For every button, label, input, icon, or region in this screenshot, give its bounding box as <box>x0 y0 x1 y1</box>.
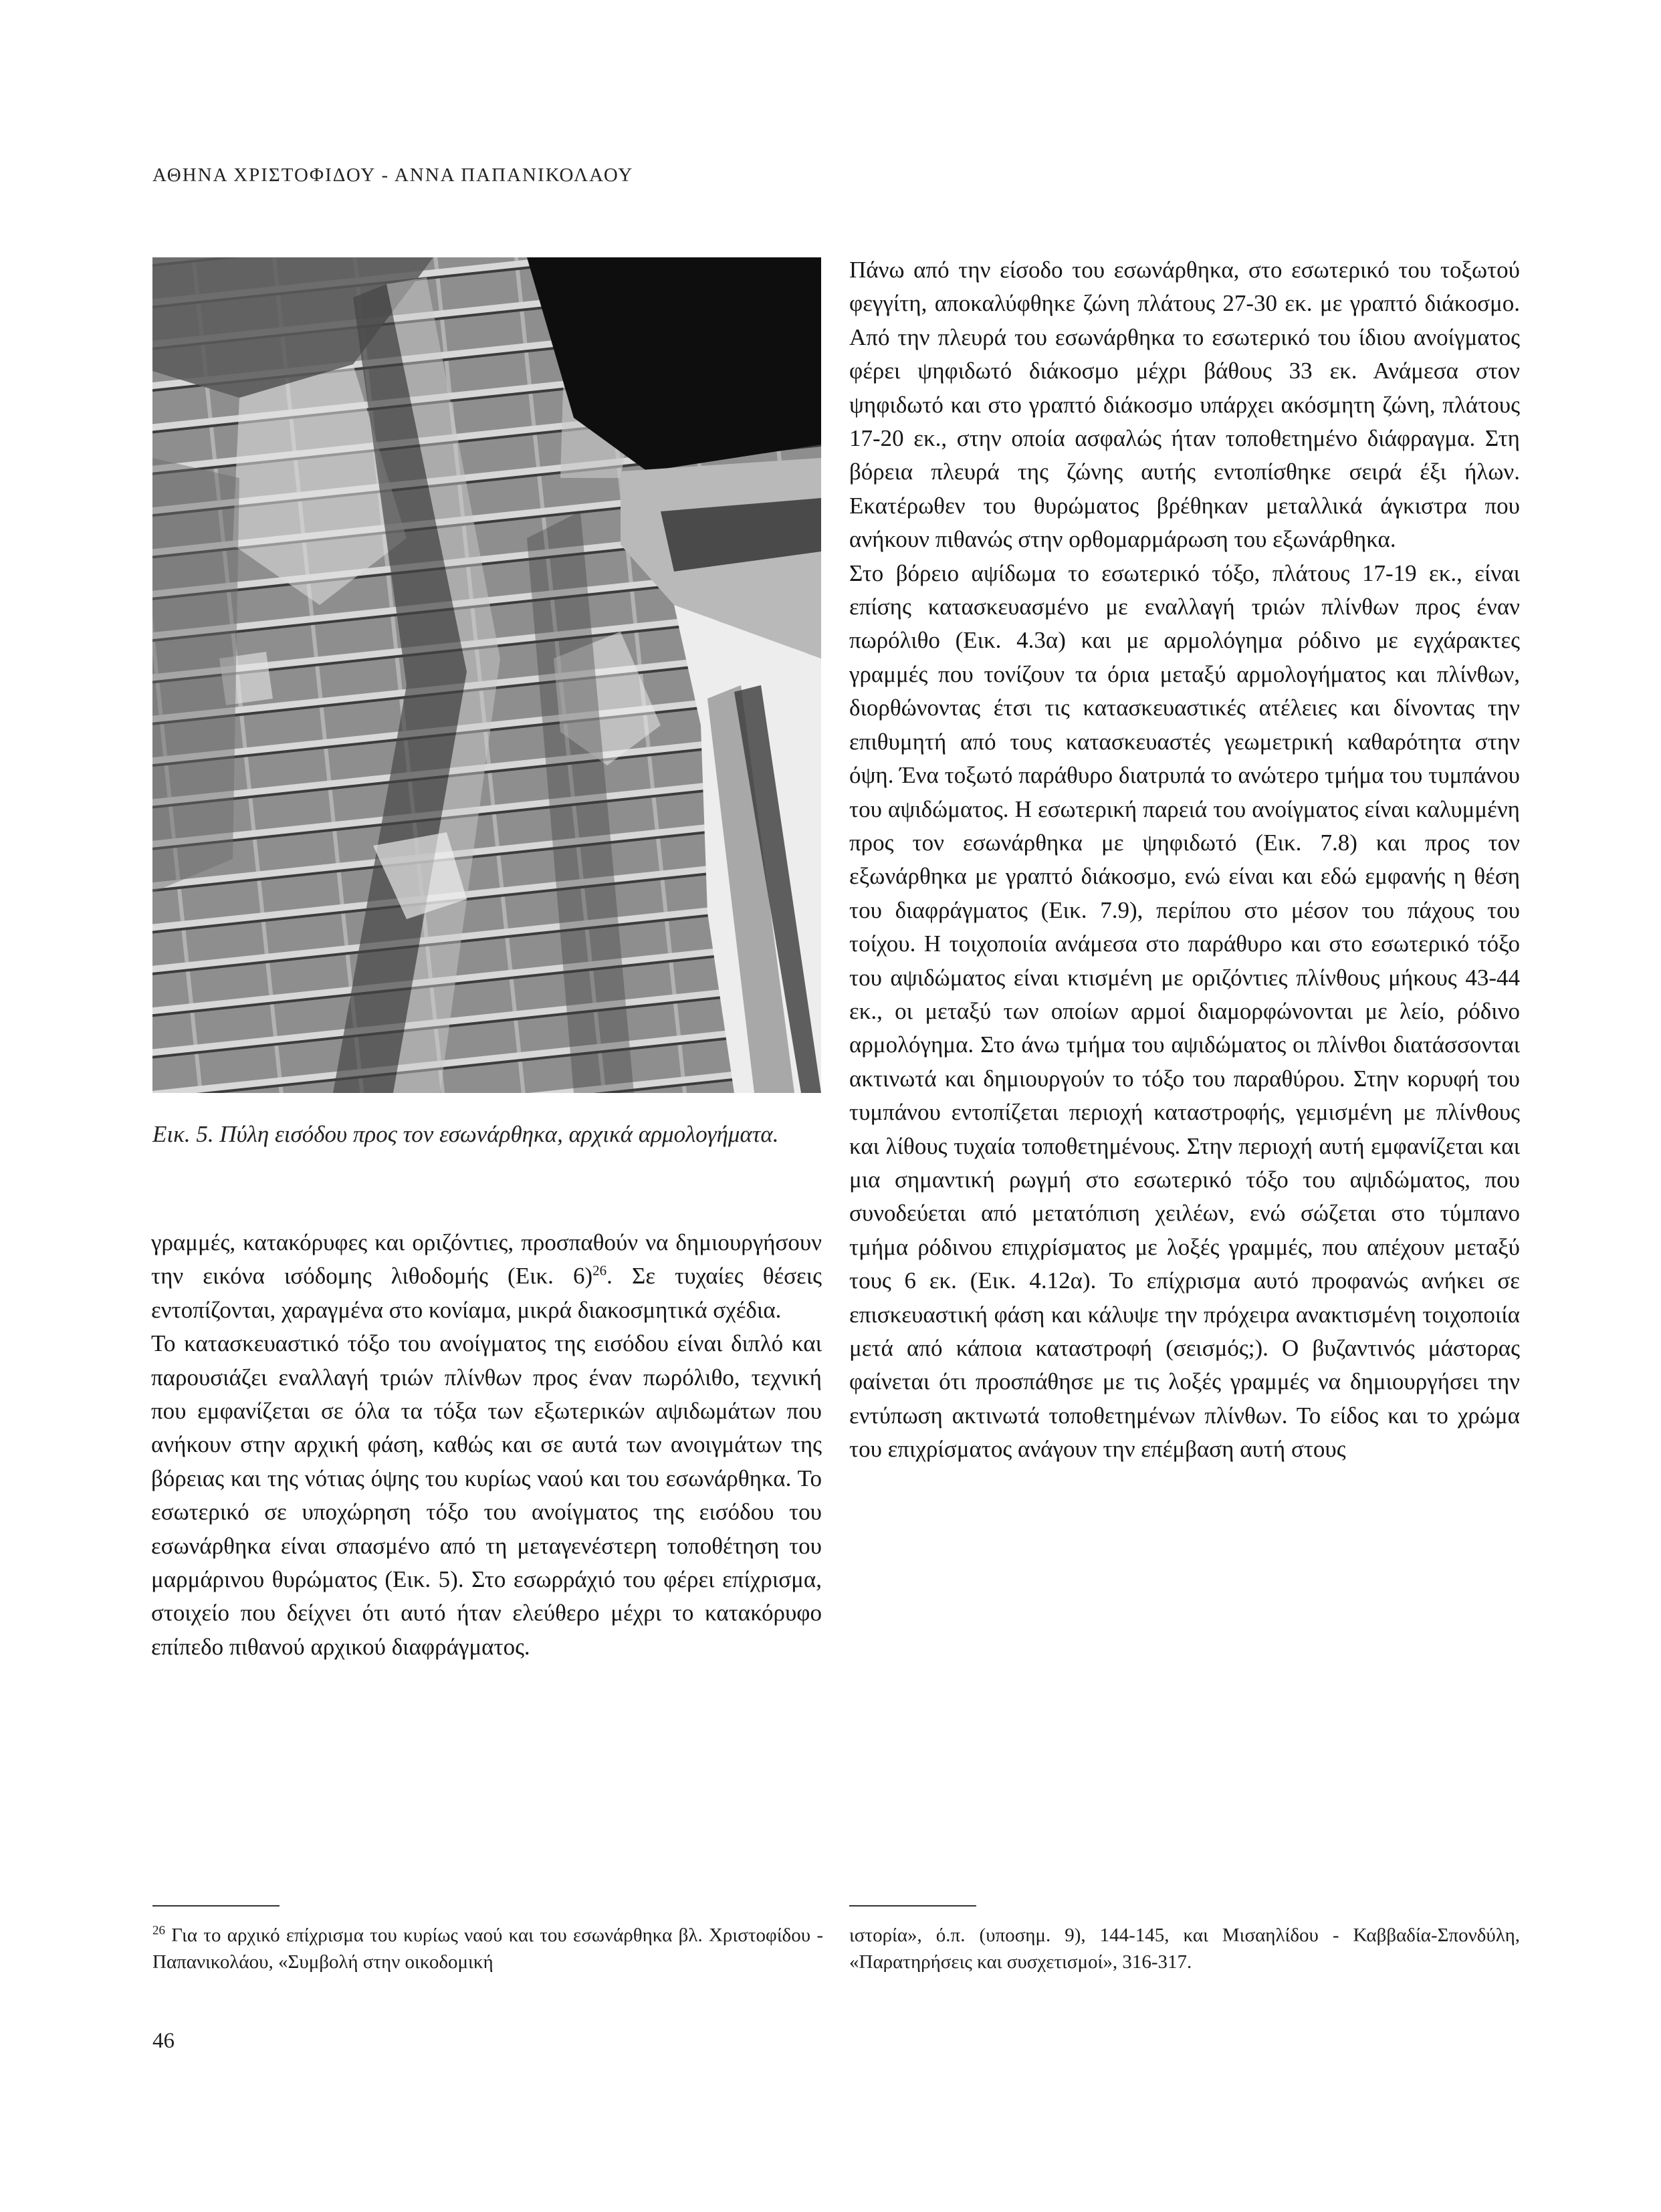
footnote-text: ιστορία», ό.π. (υποσημ. 9), 144-145, και Μισαηλίδου - Καββαδία-Σπονδύλη, «Παρατηρήσεις και συσχετισμοί», 316-317. <box>849 1925 1520 1973</box>
figure-photo <box>152 257 821 1093</box>
paragraph-text: γραμμές, κατακόρυφες και οριζόντιες, προσπαθούν να δημιουργήσουν την εικόνα ισόδομης λιθοδομής (Εικ. 6) <box>151 1229 822 1289</box>
running-head: ΑΘΗΝΑ ΧΡΙΣΤΟΦΙΔΟΥ - ΑΝΝΑ ΠΑΠΑΝΙΚΟΛΑΟΥ <box>152 164 634 186</box>
footnote-left <box>152 1922 823 1975</box>
wall-masonry-photo <box>152 257 821 1093</box>
footnote-ref: 26 <box>592 1262 607 1279</box>
figure-caption: Εικ. 5. Πύλη εισόδου προς τον εσωνάρθηκα, αρχικά αρμολογήματα. <box>152 1121 779 1147</box>
left-column <box>151 1226 822 1664</box>
paragraph <box>151 1226 822 1327</box>
right-column <box>849 253 1520 1467</box>
footnote-text: Για το αρχικό επίχρισμα του κυρίως ναού και του εσωνάρθηκα βλ. Χριστοφίδου - Παπανικολάου, «Συμβολή στην οικοδομική <box>152 1925 823 1973</box>
footnote-number: 26 <box>152 1923 165 1938</box>
page-number: 46 <box>152 2029 175 2053</box>
footnote-rule <box>849 1905 976 1907</box>
footnote-rule <box>152 1905 280 1907</box>
footnote-right <box>849 1922 1520 1975</box>
paragraph: Στο βόρειο αψίδωμα το εσωτερικό τόξο, πλάτους 17-19 εκ., είναι επίσης κατασκευασμένο με εναλλαγή τριών πλίνθων προς έναν πωρόλιθο (Εικ. 4.3α) και με αρμολόγημα ρόδινο με εγχάρακτες γραμμές που τονίζουν τα όρια μεταξύ αρμολογήματος και πλίνθων, διορθώνοντας έτσι τις κατασκευαστικές ατέλειες και δίνοντας την επιθυμητή από τους κατασκευαστές γεωμετρική καθαρότητα στην όψη. Ένα τοξωτό παράθυρο διατρυπά το ανώτερο τμήμα του τυμπάνου του αψιδώματος. Η εσωτερική παρειά του ανοίγματος είναι καλυμμένη προς τον εσωνάρθηκα με ψηφιδωτό (Εικ. 7.8) και προς τον εξωνάρθηκα με γραπτό διάκοσμο, ενώ είναι και εδώ εμφανής η θέση του διαφράγματος (Εικ. 7.9), περίπου στο μέσον του πάχους του τοίχου. Η τοιχοποιία ανάμεσα στο παράθυρο και στο εσωτερικό τόξο του αψιδώματος είναι κτισμένη με οριζόντιες πλίνθους μήκους 43-44 εκ., οι μεταξύ των οποίων αρμοί διαμορφώνονται με λείο, ρόδινο αρμολόγημα. Στο άνω τμήμα του αψιδώματος οι πλίνθοι διατάσσονται ακτινωτά και δημιουργούν το τόξο του παραθύρου. Στην κορυφή του τυμπάνου εντοπίζεται περιοχή καταστροφής, γεμισμένη με πλίνθους και λίθους τυχαία τοποθετημένους. Στην περιοχή αυτή εμφανίζεται και μια σημαντική ρωγμή στο εσωτερικό τόξο του αψιδώματος, που συνοδεύεται από μετατόπιση χειλέων, ενώ σώζεται στο τύμπανο τμήμα ρόδινου επιχρίσματος με λοξές γραμμές, που απέχουν μεταξύ τους 6 εκ. (Εικ. 4.12α). Το επίχρισμα αυτό προφανώς ανήκει σε επισκευαστική φάση και κάλυψε την πρόχειρα ανακτισμένη τοιχοποιία μετά από κάποια καταστροφή (σεισμός;). Ο βυζαντινός μάστορας φαίνεται ότι προσπάθησε με τις λοξές γραμμές να δημιουργήσει την εντύπωση ακτινωτά τοποθετημένων πλίνθων. Το είδος και το χρώμα του επιχρίσματος ανάγουν την επέμβαση αυτή στους <box>849 560 1520 1463</box>
paragraph: Πάνω από την είσοδο του εσωνάρθηκα, στο εσωτερικό του τοξωτού φεγγίτη, αποκαλύφθηκε ζώνη πλάτους 27-30 εκ. με γραπτό διάκοσμο. Από την πλευρά του εσωνάρθηκα το εσωτερικό του ίδιου ανοίγματος φέρει ψηφιδωτό διάκοσμο μέχρι βάθους 33 εκ. Ανάμεσα στον ψηφιδωτό και στο γραπτό διάκοσμο υπάρχει ακόσμητη ζώνη, πλάτους 17-20 εκ., στην οποία ασφαλώς ήταν τοποθετημένο διάφραγμα. Στη βόρεια πλευρά της ζώνης αυτής εντοπίσθηκε σειρά έξι ήλων. Εκατέρωθεν του θυρώματος βρέθηκαν μεταλλικά άγκιστρα που ανήκουν πιθανώς στην ορθομαρμάρωση του εξωνάρθηκα. <box>849 257 1520 553</box>
paragraph: Το κατασκευαστικό τόξο του ανοίγματος της εισόδου είναι διπλό και παρουσιάζει εναλλαγή τριών πλίνθων προς έναν πωρόλιθο, τεχνική που εμφανίζεται σε όλα τα τόξα των εξωτερικών αψιδωμάτων που ανήκουν στην αρχική φάση, καθώς και σε αυτά των ανοιγμάτων της βόρειας και της νότιας όψης του κυρίως ναού και του εσωνάρθηκα. Το εσωτερικό σε υποχώρηση τόξο του ανοίγματος της εισόδου του εσωνάρθηκα είναι σπασμένο από τη μεταγενέστερη τοποθέτηση του μαρμάρινου θυρώματος (Εικ. 5). Στο εσωρράχιό του φέρει επίχρισμα, στοιχείο που δείχνει ότι αυτό ήταν ελεύθερο μέχρι το κατακόρυφο επίπεδο πιθανού αρχικού διαφράγματος. <box>151 1330 822 1660</box>
paragraph-text: . Σε τυχαίες θέσεις εντοπίζονται, χαραγμένα στο κονίαμα, μικρά διακοσμητικά σχέδια. <box>151 1263 822 1323</box>
